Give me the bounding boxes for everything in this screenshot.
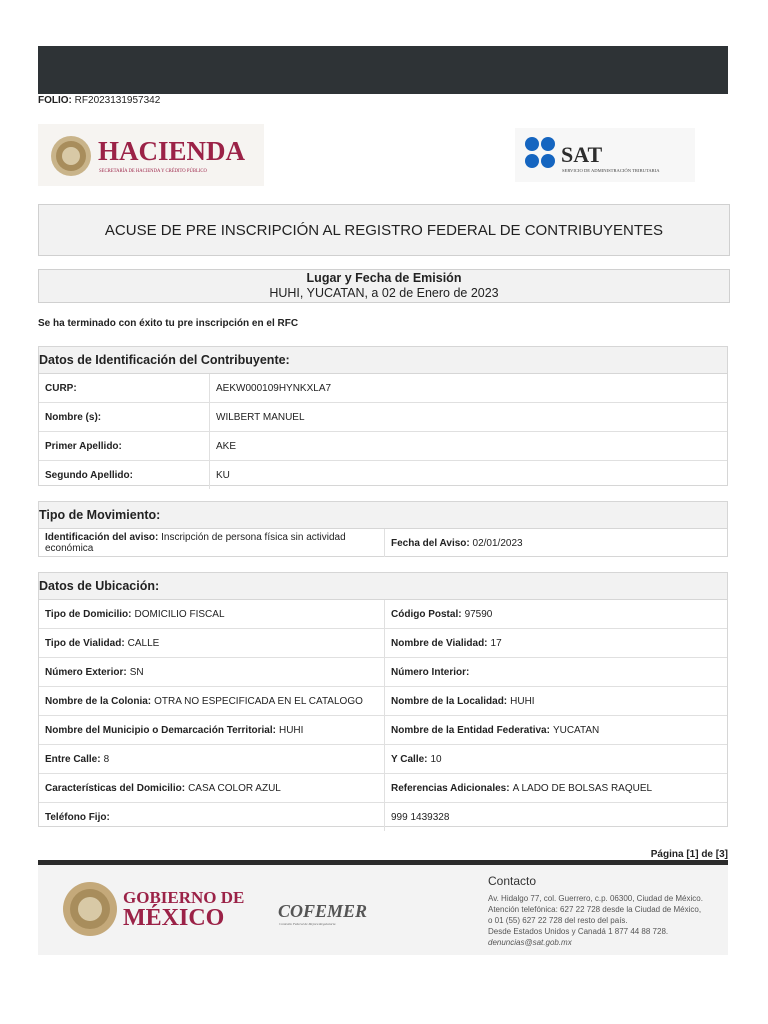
ubicacion-field bbox=[39, 774, 384, 802]
field-value: DOMICILIO FISCAL bbox=[134, 608, 225, 620]
ubicacion-field bbox=[384, 774, 727, 802]
document-title bbox=[38, 204, 730, 256]
ubicacion-field bbox=[384, 600, 727, 628]
identificacion-heading: Datos de Identificación del Contribuyente: bbox=[39, 347, 727, 374]
aviso-cell bbox=[39, 529, 384, 557]
ubicacion-row bbox=[39, 802, 727, 831]
field-label: Nombre de Vialidad: bbox=[391, 637, 488, 649]
field-label: Referencias Adicionales: bbox=[391, 782, 510, 794]
field-label: Número Interior: bbox=[391, 666, 470, 678]
field-label: Características del Domicilio: bbox=[45, 782, 186, 794]
ubicacion-row bbox=[39, 600, 727, 628]
sat-sub: SERVICIO DE ADMINISTRACIÓN TRIBUTARIA bbox=[562, 168, 660, 173]
field-label: Código Postal: bbox=[391, 608, 462, 620]
ubicacion-field bbox=[39, 745, 384, 773]
movimiento-section bbox=[38, 501, 728, 557]
identificacion-row bbox=[39, 402, 727, 431]
cofemer-name: COFEMER bbox=[278, 901, 368, 921]
hacienda-logo bbox=[38, 124, 264, 186]
contacto-email[interactable]: denuncias@sat.gob.mx bbox=[488, 938, 572, 947]
fecha-aviso-value: 02/01/2023 bbox=[472, 537, 523, 549]
field-label: Entre Calle: bbox=[45, 753, 101, 765]
contacto-line: Atención telefónica: 627 22 728 desde la Ciudad de México, bbox=[488, 905, 702, 914]
movimiento-heading: Tipo de Movimiento: bbox=[39, 502, 727, 529]
ubicacion-field bbox=[384, 803, 727, 831]
ubicacion-row bbox=[39, 628, 727, 657]
folio bbox=[38, 95, 160, 106]
field-value: OTRA NO ESPECIFICADA EN EL CATALOGO bbox=[154, 695, 363, 707]
field-label: Teléfono Fijo: bbox=[45, 811, 110, 823]
cofemer-logo bbox=[278, 901, 367, 926]
field-value: 10 bbox=[430, 753, 442, 765]
gobierno-logo bbox=[63, 882, 244, 936]
ubicacion-field bbox=[39, 803, 384, 831]
identificacion-row bbox=[39, 374, 727, 402]
field-label: CURP: bbox=[45, 382, 77, 394]
field-value: CASA COLOR AZUL bbox=[188, 782, 281, 794]
ubicacion-field bbox=[39, 658, 384, 686]
fecha-aviso-cell bbox=[384, 529, 727, 557]
success-message: Se ha terminado con éxito tu pre inscripción en el RFC bbox=[38, 318, 299, 329]
header-bar bbox=[38, 46, 728, 94]
field-value: AKE bbox=[209, 432, 727, 460]
contacto-line: o 01 (55) 627 22 728 del resto del país. bbox=[488, 916, 628, 925]
identificacion-section bbox=[38, 346, 728, 486]
field-label: Nombre de la Entidad Federativa: bbox=[391, 724, 550, 736]
aviso-label: Identificación del aviso: bbox=[45, 532, 159, 543]
ubicacion-field bbox=[39, 600, 384, 628]
lugar-heading: Lugar y Fecha de Emisión bbox=[306, 271, 462, 285]
lugar-fecha-box bbox=[38, 269, 730, 303]
folio-value: RF2023131957342 bbox=[74, 95, 161, 106]
folio-label: FOLIO: bbox=[38, 95, 72, 106]
ubicacion-section bbox=[38, 572, 728, 827]
field-value: WILBERT MANUEL bbox=[209, 403, 727, 431]
ubicacion-row bbox=[39, 657, 727, 686]
page-number: Página [1] de [3] bbox=[650, 849, 728, 860]
ubicacion-field bbox=[39, 629, 384, 657]
field-label: Nombre del Municipio o Demarcación Territorial: bbox=[45, 724, 276, 736]
ubicacion-row bbox=[39, 715, 727, 744]
contacto-title: Contacto bbox=[488, 874, 537, 888]
contacto-line: Av. Hidalgo 77, col. Guerrero, c.p. 06300, Ciudad de México. bbox=[488, 894, 703, 903]
sat-logo bbox=[515, 128, 695, 182]
field-label: Nombre (s): bbox=[45, 411, 102, 423]
ubicacion-field bbox=[39, 687, 384, 715]
field-label: Número Exterior: bbox=[45, 666, 127, 678]
identificacion-row bbox=[39, 431, 727, 460]
field-label: Segundo Apellido: bbox=[45, 469, 133, 481]
field-label: Nombre de la Colonia: bbox=[45, 695, 152, 707]
field-value: CALLE bbox=[127, 637, 160, 649]
ubicacion-row bbox=[39, 773, 727, 802]
cofemer-sub: Comisión Federal de Mejora Regulatoria bbox=[279, 922, 336, 926]
ubicacion-row bbox=[39, 686, 727, 715]
sat-name: SAT bbox=[561, 142, 603, 167]
gob-line2: MÉXICO bbox=[123, 905, 225, 931]
contacto-text bbox=[488, 893, 718, 948]
aviso-value: Inscripción de persona física sin actividad económica bbox=[45, 532, 346, 554]
field-value: 97590 bbox=[464, 608, 493, 620]
field-label: Y Calle: bbox=[391, 753, 428, 765]
ubicacion-field bbox=[384, 658, 727, 686]
field-label: Tipo de Vialidad: bbox=[45, 637, 125, 649]
hacienda-name: HACIENDA bbox=[98, 136, 246, 166]
document-title-text: ACUSE DE PRE INSCRIPCIÓN AL REGISTRO FEDERAL DE CONTRIBUYENTES bbox=[104, 221, 664, 239]
movimiento-row bbox=[39, 529, 727, 557]
contacto-line: Desde Estados Unidos y Canadá 1 877 44 88 728. bbox=[488, 927, 669, 936]
ubicacion-row bbox=[39, 744, 727, 773]
field-label: Nombre de la Localidad: bbox=[391, 695, 508, 707]
field-value: SN bbox=[129, 666, 144, 678]
gob-line1: GOBIERNO DE bbox=[123, 888, 245, 907]
lugar-value: HUHI, YUCATAN, a 02 de Enero de 2023 bbox=[269, 286, 499, 300]
ubicacion-field bbox=[39, 716, 384, 744]
field-label: Tipo de Domicilio: bbox=[45, 608, 132, 620]
field-value: 999 1439328 bbox=[391, 811, 450, 823]
field-value: YUCATAN bbox=[552, 724, 600, 736]
field-value: 17 bbox=[490, 637, 502, 649]
field-value: A LADO DE BOLSAS RAQUEL bbox=[512, 782, 653, 794]
fecha-aviso-label: Fecha del Aviso: bbox=[391, 537, 470, 549]
field-value: KU bbox=[209, 461, 727, 489]
ubicacion-field bbox=[384, 687, 727, 715]
field-value: AEKW000109HYNKXLA7 bbox=[209, 374, 727, 402]
ubicacion-field bbox=[384, 629, 727, 657]
ubicacion-heading: Datos de Ubicación: bbox=[39, 573, 727, 600]
ubicacion-field bbox=[384, 745, 727, 773]
field-label: Primer Apellido: bbox=[45, 440, 122, 452]
field-value: HUHI bbox=[510, 695, 535, 707]
hacienda-sub: SECRETARÍA DE HACIENDA Y CRÉDITO PÚBLICO bbox=[99, 169, 207, 174]
field-value: HUHI bbox=[278, 724, 304, 736]
ubicacion-field bbox=[384, 716, 727, 744]
field-value: 8 bbox=[103, 753, 110, 765]
identificacion-row bbox=[39, 460, 727, 489]
